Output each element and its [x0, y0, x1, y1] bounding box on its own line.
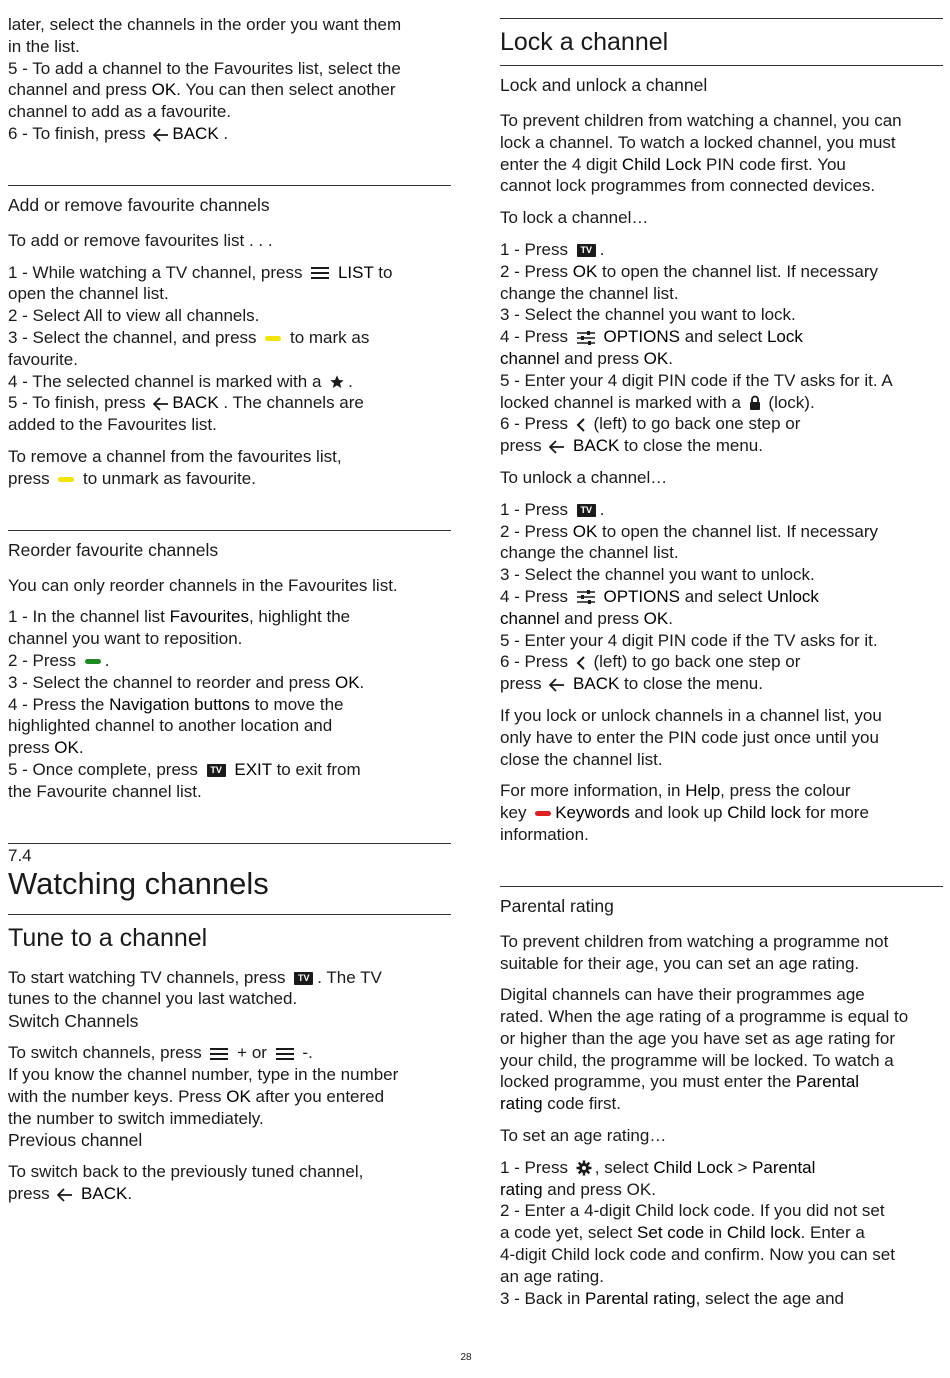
text-line: later, select the channels in the order you want them [8, 15, 402, 34]
text-line: press BACK to close the menu. [500, 674, 763, 694]
step-5: 5 - Enter your 4 digit PIN code if the TV asks for it. [500, 630, 878, 650]
text-line: the Favourite channel list. [8, 781, 202, 801]
left-column [8, 14, 451, 1205]
reorder-section [8, 539, 451, 803]
lead-text: To unlock a channel… [500, 467, 668, 487]
gear-icon [576, 1160, 592, 1176]
text-line: To remove a channel from the favourites list, [8, 446, 342, 466]
intro-section [8, 14, 451, 145]
divider [8, 843, 451, 844]
step-5: 5 - To finish, press BACK . The channels are [8, 393, 364, 413]
text-line: in the list. [8, 36, 80, 56]
add-remove-section [8, 194, 451, 490]
text-line: cannot lock programmes from connected devices. [500, 176, 876, 196]
lock-icon [749, 395, 761, 411]
text-line: channel to add as a favourite. [8, 102, 232, 122]
step-3: 3 - Back in Parental rating, select the age and [500, 1288, 845, 1308]
step-2: 2 - Press . [8, 650, 110, 670]
chapter-title: Watching channels [8, 865, 269, 901]
yellow-key-icon [265, 336, 281, 341]
step-2: 2 - Select All to view all channels. [8, 306, 260, 326]
step-3: 3 - Select the channel to reorder and press OK. [8, 672, 365, 692]
page-number: 28 [460, 1352, 472, 1363]
section-title: Lock a channel [500, 28, 669, 56]
text-line: To prevent children from watching a channel, you can [500, 111, 902, 130]
tv-icon: TV [207, 764, 226, 777]
step-6: 6 - To finish, press BACK . [8, 123, 229, 143]
text-line: To start watching TV channels, press TV . The TV [8, 967, 382, 987]
tune-section [8, 923, 451, 1205]
chevron-left-icon [576, 656, 586, 670]
text-line: If you know the channel number, type in the number [8, 1064, 399, 1084]
text-line: favourite. [8, 349, 78, 369]
text-line: lock a channel. To watch a locked channel, you must [500, 132, 896, 152]
list-icon [310, 266, 330, 280]
text-line: rated. When the age rating of a programme is equal to [500, 1007, 909, 1027]
tv-icon: TV [577, 504, 596, 517]
step-1: 1 - While watching a TV channel, press LIST to [8, 262, 393, 282]
tv-icon: TV [294, 972, 313, 985]
text-line: press BACK. [8, 1184, 133, 1204]
text-line: To prevent children from watching a programme not [500, 931, 889, 951]
text-line: To switch back to the previously tuned channel, [8, 1162, 364, 1182]
yellow-key-icon [58, 477, 74, 482]
text-line: or higher than the age you have set as age rating for [500, 1028, 896, 1048]
section-title: Parental rating [500, 895, 614, 916]
step-6: 6 - Press (left) to go back one step or [500, 652, 801, 672]
red-key-icon [535, 811, 551, 816]
text-line: tunes to the channel you last watched. [8, 989, 298, 1009]
step-3: 3 - Select the channel, and press to mark as [8, 327, 370, 347]
text-line: with the number keys. Press OK after you entered [8, 1086, 385, 1106]
step-3: 3 - Select the channel you want to unlock. [500, 565, 815, 585]
text-line: a code yet, select Set code in Child lock. Enter a [500, 1223, 865, 1243]
text-line: suitable for their age, you can set an age rating. [500, 953, 860, 973]
text-line: key Keywords and look up Child lock for more [500, 803, 869, 823]
step-1: 1 - Press TV . [500, 499, 605, 519]
lead-text: You can only reorder channels in the Favourites list. [8, 575, 398, 595]
subsection-title: Switch Channels [8, 1011, 139, 1032]
text-line: channel you want to reposition. [8, 629, 243, 649]
back-arrow-icon [549, 440, 565, 454]
step-2: 2 - Press OK to open the channel list. If necessary [500, 521, 878, 541]
divider [8, 530, 451, 531]
parental-section [500, 895, 943, 1310]
step-2: 2 - Enter a 4-digit Child lock code. If you did not set [500, 1201, 885, 1221]
text-line: locked channel is marked with a (lock). [500, 392, 815, 412]
subsection-title: Previous channel [8, 1130, 143, 1151]
text-line: close the channel list. [500, 749, 663, 769]
chapter-number: 7.4 [8, 845, 32, 865]
step-5: 5 - To add a channel to the Favourites list, select the [8, 58, 401, 78]
step-1: 1 - Press , select Child Lock > Parental [500, 1157, 816, 1177]
text-line: enter the 4 digit Child Lock PIN code first. You [500, 154, 846, 174]
text-line: only have to enter the PIN code just once until you [500, 727, 879, 747]
text-line: information. [500, 824, 589, 844]
divider [8, 914, 451, 915]
step-4: 4 - Press OPTIONS and select Unlock [500, 586, 819, 606]
text-line: channel and press OK. [500, 608, 673, 628]
text-line: channel and press OK. [500, 348, 673, 368]
step-5: 5 - Enter your 4 digit PIN code if the TV asks for it. A [500, 370, 893, 390]
green-key-icon [85, 659, 101, 664]
text-line: locked programme, you must enter the Parental [500, 1072, 860, 1092]
step-4: 4 - The selected channel is marked with a . [8, 371, 353, 391]
star-icon [329, 374, 345, 390]
section-title: Add or remove favourite channels [8, 194, 270, 215]
chevron-left-icon [576, 418, 586, 432]
tv-icon: TV [577, 244, 596, 257]
section-title: Reorder favourite channels [8, 539, 219, 560]
divider [500, 65, 943, 66]
text-line: rating code first. [500, 1094, 621, 1114]
back-arrow-icon [57, 1188, 73, 1202]
text-line: rating and press OK. [500, 1179, 656, 1199]
list-icon [209, 1047, 229, 1061]
step-4: 4 - Press OPTIONS and select Lock [500, 327, 803, 347]
text-line: press to unmark as favourite. [8, 468, 256, 488]
options-icon [576, 330, 596, 346]
lock-section [500, 27, 943, 846]
text-line: an age rating. [500, 1266, 604, 1286]
text-line: If you lock or unlock channels in a channel list, you [500, 705, 882, 725]
divider [500, 18, 943, 19]
subsection-title: Lock and unlock a channel [500, 75, 708, 95]
step-6: 6 - Press (left) to go back one step or [500, 414, 801, 434]
text-line: your child, the programme will be locked. To watch a [500, 1050, 894, 1070]
text-line: 4-digit Child lock code and confirm. Now you can set [500, 1245, 895, 1265]
step-1: 1 - Press TV . [500, 239, 605, 259]
text-line: added to the Favourites list. [8, 415, 217, 435]
lead-text: To lock a channel… [500, 208, 649, 228]
lead-text: To add or remove favourites list . . . [8, 230, 273, 250]
text-line: Digital channels can have their programmes age [500, 985, 865, 1005]
section-title: Tune to a channel [8, 923, 208, 952]
text-line: For more information, in Help, press the colour [500, 781, 851, 801]
text-line: the number to switch immediately. [8, 1108, 264, 1128]
step-4: 4 - Press the Navigation buttons to move the [8, 694, 344, 714]
text-line: change the channel list. [500, 543, 679, 563]
list-icon [275, 1047, 295, 1061]
divider [8, 185, 451, 186]
divider [500, 886, 943, 887]
step-5-cont: channel and press OK. You can then select another [8, 80, 396, 100]
step-5: 5 - Once complete, press TV EXIT to exit from [8, 759, 361, 779]
back-arrow-icon [153, 128, 169, 142]
lead-text: To set an age rating… [500, 1126, 667, 1146]
chapter-heading [8, 846, 451, 902]
options-icon [576, 589, 596, 605]
text-line: press OK. [8, 738, 84, 758]
text-line: highlighted channel to another location and [8, 716, 333, 736]
step-1: 1 - In the channel list Favourites, highlight the [8, 607, 351, 627]
text-line: press BACK to close the menu. [500, 436, 763, 456]
text-line: To switch channels, press + or -. [8, 1043, 313, 1063]
right-column [500, 14, 943, 1309]
back-arrow-icon [549, 678, 565, 692]
step-2: 2 - Press OK to open the channel list. If necessary [500, 261, 878, 281]
text-line: open the channel list. [8, 284, 169, 304]
step-3: 3 - Select the channel you want to lock. [500, 305, 796, 325]
text-line: change the channel list. [500, 283, 679, 303]
back-arrow-icon [153, 397, 169, 411]
